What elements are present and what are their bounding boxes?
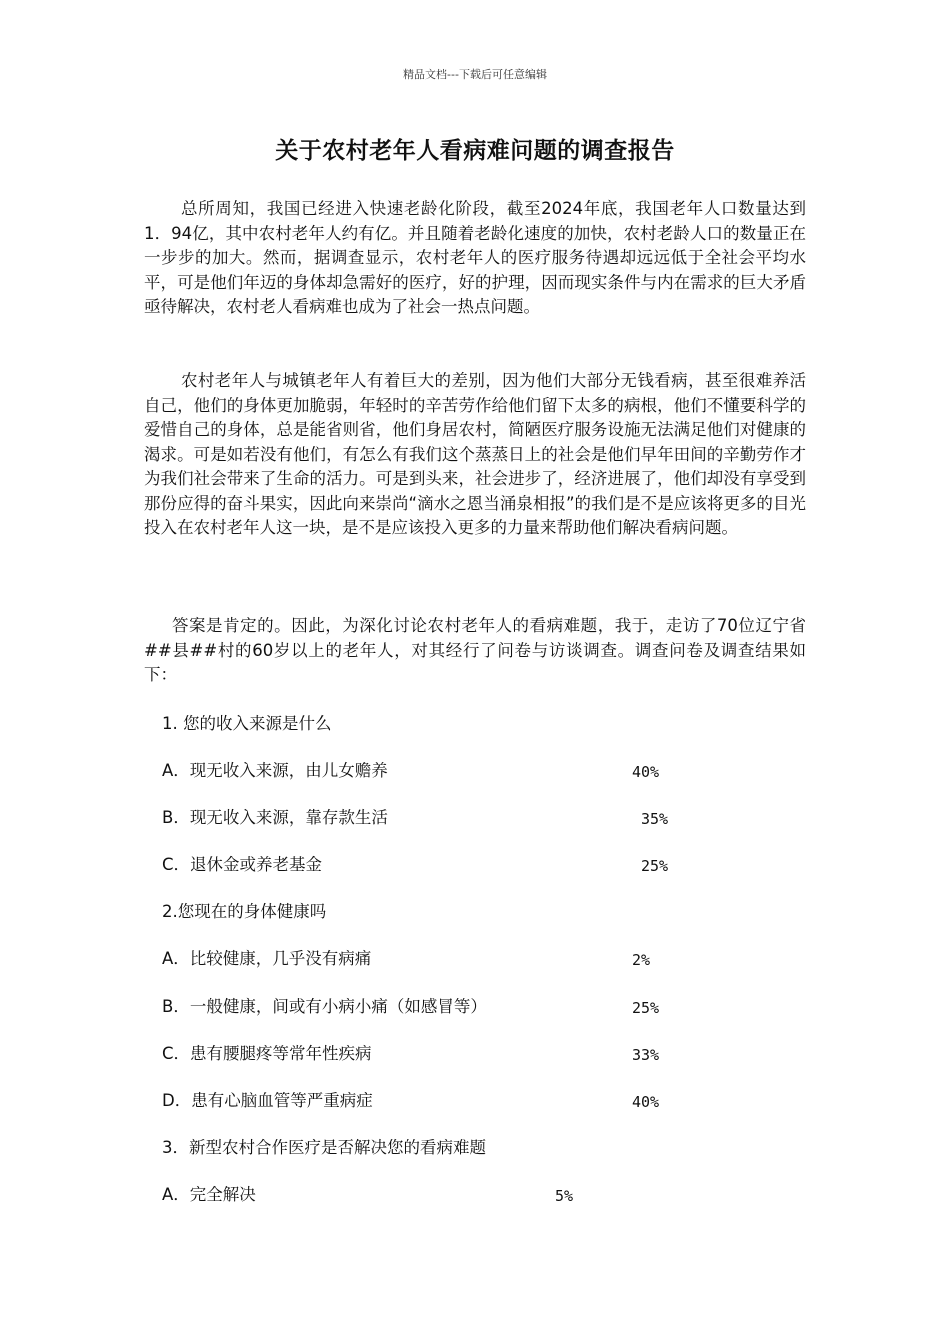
q1-option-c: C．退休金或养老基金 bbox=[162, 855, 323, 874]
q2-option-a: A．比较健康，几乎没有病痛 bbox=[162, 949, 372, 968]
q3-option-a: A．完全解决 bbox=[162, 1185, 256, 1204]
q3-option-a-percent: 5% bbox=[555, 1187, 574, 1205]
q2-option-c-percent: 33% bbox=[632, 1046, 660, 1064]
paragraph-intro: 总所周知，我国已经进入快速老龄化阶段，截至2024年底，我国老年人口数量达到1．94亿，其中农村老年人约有亿。并且随着老龄化速度的加快，农村老龄人口的数量正在一步步的加大。然而，据调查显示，农村老年人的医疗服务待遇却远远低于全社会平均水平，可是他们年迈的身体却急需好的医疗，好的护理，因而现实条件与内在需求的巨大矛盾亟待解决，农村老人看病难也成为了社会一热点问题。 bbox=[144, 199, 806, 316]
paragraph-background: 农村老年人与城镇老年人有着巨大的差别，因为他们大部分无钱看病，甚至很难养活自己，他们的身体更加脆弱，年轻时的辛苦劳作给他们留下太多的病根，他们不懂要科学的爱惜自己的身体，总是能省则省，他们身居农村，简陋医疗服务设施无法满足他们对健康的渴求。可是如若没有他们，有怎么有我们这个蒸蒸日上的社会是他们早年田间的辛勤劳作才为我们社会带来了生命的活力。可是到头来，社会进步了，经济进展了，他们却没有享受到那份应得的奋斗果实，因此向来崇尚“滴水之恩当涌泉相报”的我们是不是应该将更多的目光投入在农村老年人这一块，是不是应该投入更多的力量来帮助他们解决看病问题。 bbox=[144, 371, 806, 537]
document-title: 关于农村老年人看病难问题的调查报告 bbox=[275, 138, 675, 164]
paragraph-method: 答案是肯定的。因此，为深化讨论农村老年人的看病难题，我于，走访了70位辽宁省##县##村的60岁以上的老年人，对其经行了问卷与访谈调查。调查问卷及调查结果如下： bbox=[144, 616, 806, 684]
page-header-note: 精品文档---下载后可任意编辑 bbox=[403, 68, 547, 81]
question-1: 1. 您的收入来源是什么 bbox=[162, 714, 332, 733]
q2-option-d: D．患有心脑血管等严重病症 bbox=[162, 1091, 373, 1110]
q1-option-b: B．现无收入来源，靠存款生活 bbox=[162, 808, 388, 827]
q2-option-b-percent: 25% bbox=[632, 999, 660, 1017]
q2-option-d-percent: 40% bbox=[632, 1093, 660, 1111]
q1-option-a-percent: 40% bbox=[632, 763, 660, 781]
q1-option-b-percent: 35% bbox=[641, 810, 669, 828]
q1-option-a: A．现无收入来源，由儿女赡养 bbox=[162, 761, 388, 780]
question-3: 3．新型农村合作医疗是否解决您的看病难题 bbox=[162, 1138, 486, 1157]
q2-option-b: B．一般健康，间或有小病小痛（如感冒等） bbox=[162, 997, 487, 1016]
q2-option-c: C．患有腰腿疼等常年性疾病 bbox=[162, 1044, 372, 1063]
q1-option-c-percent: 25% bbox=[641, 857, 669, 875]
question-2: 2.您现在的身体健康吗 bbox=[162, 902, 327, 921]
q2-option-a-percent: 2% bbox=[632, 951, 651, 969]
